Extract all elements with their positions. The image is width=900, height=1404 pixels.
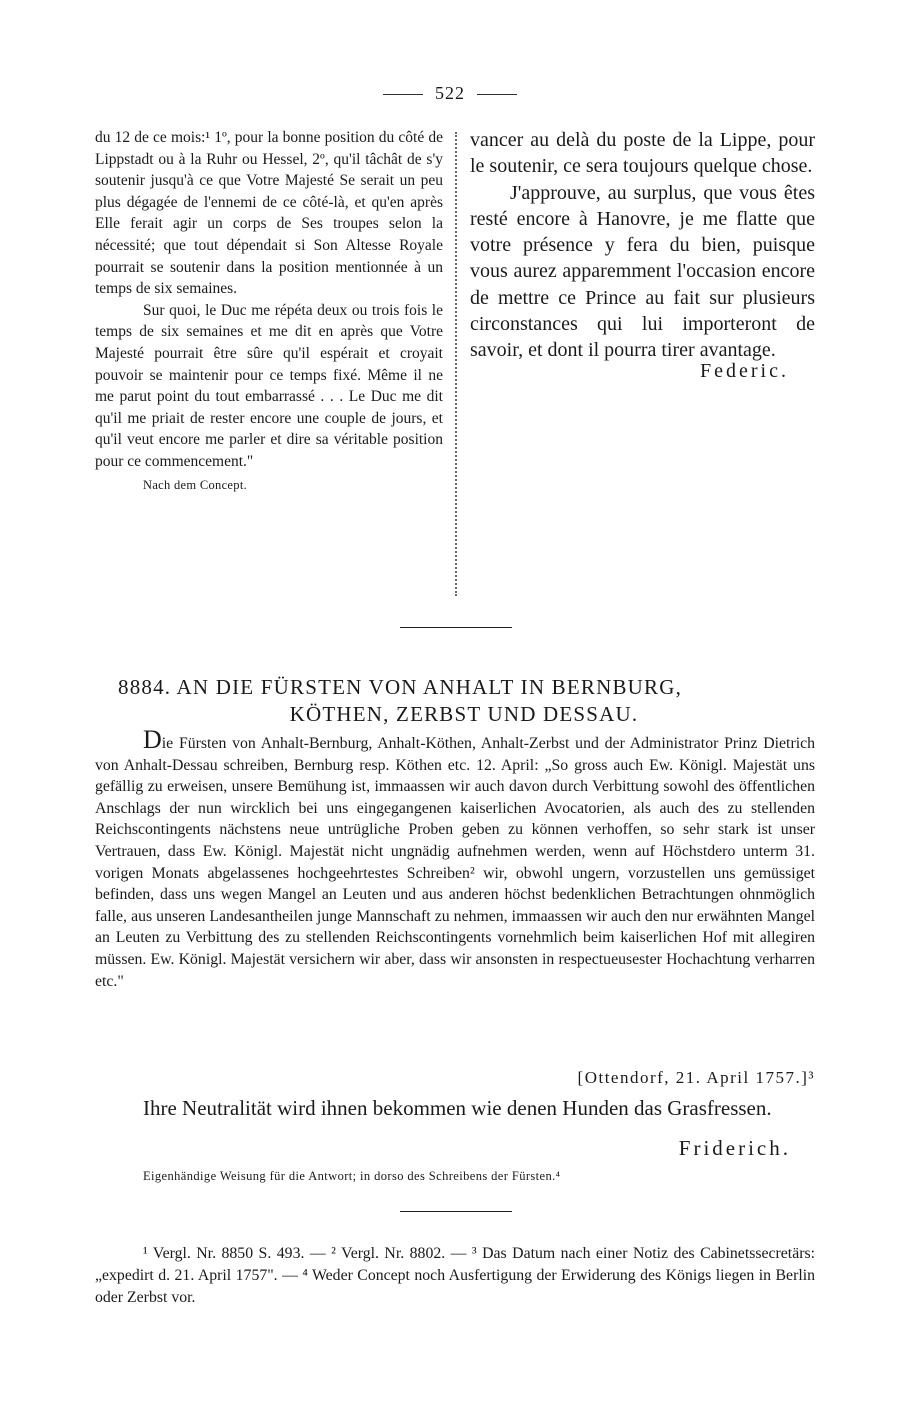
section-divider-top <box>400 627 512 628</box>
right-paragraph-1: vancer au delà du poste de la Lippe, pour le soutenir, ce sera toujours quelque chose. <box>470 129 815 178</box>
source-note: Nach dem Concept. <box>143 477 248 492</box>
left-paragraph-2: Sur quoi, le Duc me répéta deux ou trois fois le temps de six semaines et me dit en après que Votre Majesté pourrait être sûre qu'il espérait et croyait pouvoir se maintenir pour ce temps fixé. Même il ne me parut point du tout embarrassé . . . Le Duc me dit qu'il me priait de rester encore une couple de jours, et qu'il veut encore me parler et dire sa véritable position pour ce commencement." <box>95 301 443 470</box>
body-initial: D <box>143 725 162 754</box>
left-paragraph-1: du 12 de ce mois:¹ 1º, pour la bonne position du côté de Lippstadt ou à la Ruhr ou Hessel, 2º, qu'il tâchât de s'y soutenir jusqu'à ce que Votre Majesté Se serait un peu plus dégagée de l'ennemi de ce côté-là, et qu'en après Elle ferait agir un corps de Ses troupes selon la nécessité; que tout dépendait si Son Altesse Royale pourrait se soutenir dans la position mentionnée à un temps de six semaines. <box>95 129 443 298</box>
instruction-note: Eigenhändige Weisung für die Antwort; in dorso des Schreibens der Fürsten.⁴ <box>143 1169 561 1183</box>
dateline: [Ottendorf, 21. April 1757.]³ <box>577 1068 815 1087</box>
signature-friderich: Friderich. <box>678 1136 791 1160</box>
heading-line-1: 8884. AN DIE FÜRSTEN VON ANHALT IN BERNBURG, <box>118 675 683 699</box>
body-text: ie Fürsten von Anhalt-Bernburg, Anhalt-Köthen, Anhalt-Zerbst und der Administrator Prinz Dietrich von Anhalt-Dessau schreiben, Bernburg resp. Köthen etc. 12. April: „So gross auch Ew. Königl. Majestät uns gefällig zu erweisen, unsere Bemühung ist, immaassen wir auch davon durch Verbittung sowohl des öffentlichen Anschlags der nun wircklich bei uns eingegangenen kaiserlichen Avocatorien, als auch des zu stellenden Reichscontingents nächstens neue untrügliche Proben geben zu können verhoffen, so sehr stark ist unser Vertrauen, dass Ew. Königl. Majestät nicht ungnädig aufnehmen werden, wenn auf Höchstdero unterm 31. vorigen Monats abgelassenes hochgeehrtestes Schreiben² wir, obwohl ungern, vorzustellen uns gemüssiget befinden, dass uns wegen Mangel an Leuten und aus anderen höchst bedenklichen Betrachtungen ohnmöglich falle, aus unseren Landesantheilen junge Mannschaft zu nehmen, immaassen wir auch den nur erwähnten Mangel an Leuten zu Verbittung des zu stellenden Reichscontingents vornehmlich beim kaiserlichen Hof mit allegiren müssen. Ew. Königl. Majestät versichern wir aber, dass wir ansonsten in respectueusester Hochachtung verharren etc." <box>95 735 815 990</box>
section-body <box>95 725 815 992</box>
reply-text: Ihre Neutralität wird ihnen bekommen wie denen Hunden das Grasfressen. <box>143 1096 772 1120</box>
section-heading <box>95 674 815 728</box>
header-dash-right <box>477 94 517 95</box>
right-paragraph-2: J'approuve, au surplus, que vous êtes resté encore à Hanovre, je me flatte que votre présence y fera du bien, puisque vous aurez apparemment l'occasion encore de mettre ce Prince au fait sur plusieurs circonstances qui lui importeront de savoir, et dont il pourra tirer avantage. <box>470 181 815 362</box>
right-column <box>470 127 815 384</box>
page-number: 522 <box>435 83 465 103</box>
footnotes <box>95 1243 815 1309</box>
page-number-header <box>0 83 900 104</box>
footnotes-text: ¹ Vergl. Nr. 8850 S. 493. — ² Vergl. Nr. 8802. — ³ Das Datum nach einer Notiz des Cabinetssecretärs: „expedirt d. 21. April 1757". — ⁴ Weder Concept noch Ausfertigung der Erwiderung des Königs liegen in Berlin oder Zerbst vor. <box>95 1245 815 1306</box>
heading-line-2: KÖTHEN, ZERBST UND DESSAU. <box>289 702 639 726</box>
header-dash-left <box>383 94 423 95</box>
column-divider <box>455 132 457 596</box>
body-paragraph <box>95 725 815 992</box>
section-divider-bottom <box>400 1211 512 1212</box>
signature-federic: Federic. <box>700 359 789 382</box>
left-column <box>95 127 443 493</box>
reply-block <box>95 1095 815 1122</box>
